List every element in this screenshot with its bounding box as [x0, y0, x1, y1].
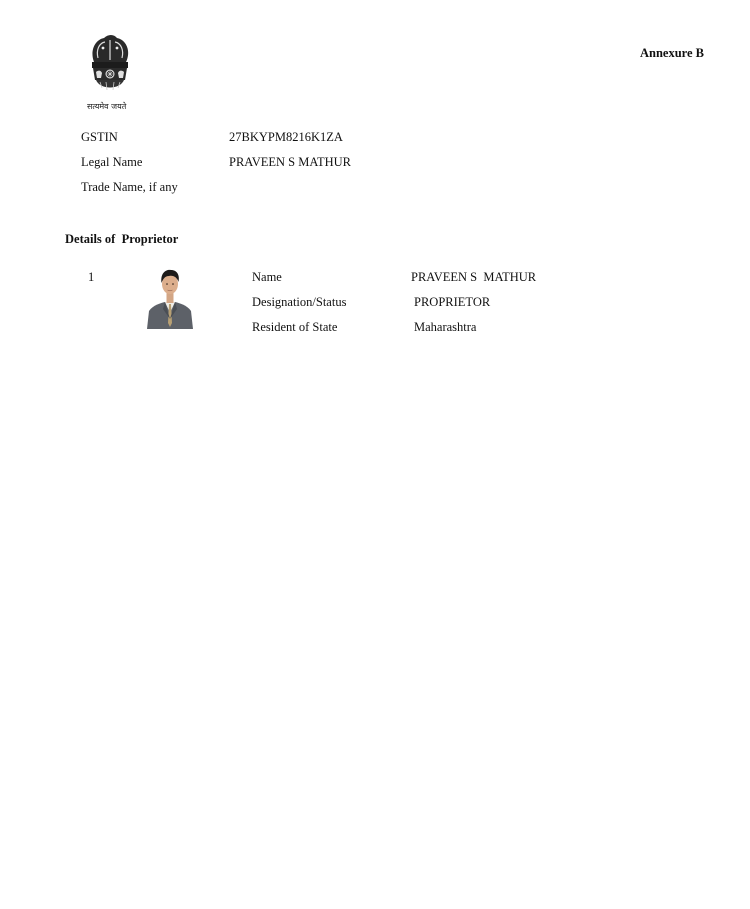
legal-name-label: Legal Name — [81, 155, 143, 169]
legal-name-value: PRAVEEN S MATHUR — [229, 155, 352, 169]
emblem-motto: सत्यमेव जयते — [87, 102, 127, 111]
annexure-title: Annexure B — [640, 46, 705, 60]
resident-state-value: Maharashtra — [414, 320, 477, 334]
proprietor-photo — [145, 267, 195, 329]
name-label: Name — [252, 270, 282, 284]
trade-name-label: Trade Name, if any — [81, 180, 178, 194]
name-value: PRAVEEN S MATHUR — [411, 270, 537, 284]
designation-value: PROPRIETOR — [414, 295, 491, 309]
section-title: Details of Proprietor — [65, 232, 179, 246]
designation-label: Designation/Status — [252, 295, 347, 309]
proprietor-index: 1 — [88, 270, 95, 284]
resident-state-label: Resident of State — [252, 320, 338, 334]
gstin-label: GSTIN — [81, 130, 118, 144]
gstin-value: 27BKYPM8216K1ZA — [229, 130, 343, 144]
